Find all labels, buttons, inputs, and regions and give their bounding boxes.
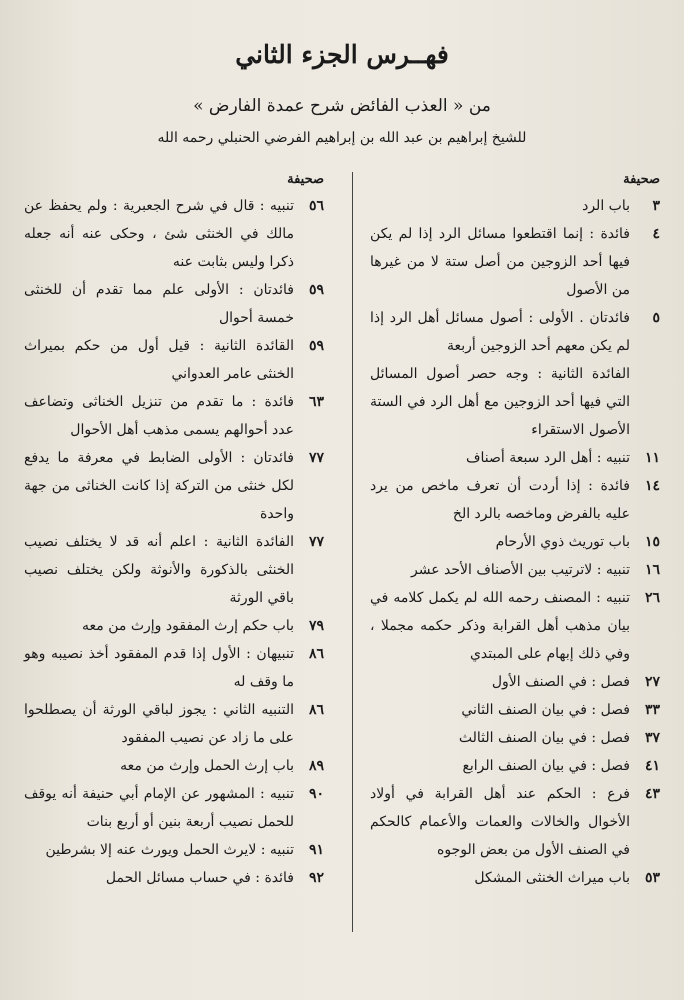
- entry-page-number: ٢٧: [644, 674, 660, 690]
- entry-text: فائدتان : الأولى علم مما تقدم أن للخنثى خمسة أحوال: [24, 282, 294, 326]
- toc-entry: [370, 864, 660, 892]
- entry-page-number: ٢٦: [644, 590, 660, 606]
- entry-page-number: ١٥: [644, 534, 660, 550]
- entry-text: تنبيه : أهل الرد سبعة أصناف: [465, 450, 630, 466]
- toc-entry: [24, 780, 324, 836]
- toc-entry: [370, 556, 660, 584]
- entry-text: فائدة : في حساب مسائل الحمل: [105, 870, 294, 886]
- entry-text: تنبيه : قال في شرح الجعبرية : ولم يحفظ عن مالك في الخنثى شئ ، وحكى عنه أنه جعله ذكرا وليس بثابت عنه: [24, 198, 294, 270]
- toc-entry: [24, 752, 324, 780]
- toc-entry: [370, 220, 660, 304]
- toc-entry: [370, 304, 660, 360]
- entry-text: تنبيهان : الأول إذا قدم المفقود أخذ نصيبه وهو ما وقف له: [24, 646, 294, 690]
- toc-entry: [370, 584, 660, 668]
- entry-text: الفائدة الثانية : وجه حصر أصول المسائل التي فيها أحد الزوجين مع أهل الرد في الستة الأصول الاستقراء: [370, 366, 630, 438]
- toc-entry: [370, 668, 660, 696]
- entry-page-number: ٣: [652, 198, 660, 214]
- toc-entry: [24, 528, 324, 612]
- entry-text: تنبيه : المصنف رحمه الله لم يكمل كلامه في بيان مذهب أهل القرابة وذكر حكمه مجملا ، وفي ذلك إبهام على المبتدي: [370, 590, 630, 662]
- entry-text: فرع : الحكم عند أهل القرابة في أولاد الأخوال والخالات والعمات والأعمام كالحكم في الصنف الأول من بعض الوجوه: [370, 786, 630, 858]
- toc-entry: [24, 836, 324, 864]
- toc-entry: [24, 276, 324, 332]
- entry-text: فصل : في بيان الصنف الثاني: [461, 702, 630, 718]
- toc-entry: [370, 528, 660, 556]
- right-entries: [370, 192, 660, 892]
- column-divider: [352, 172, 353, 932]
- entry-text: التنبيه الثاني : يجوز لباقي الورثة أن يصطلحوا على ما زاد عن نصيب المفقود: [24, 702, 294, 746]
- entry-text: القائدة الثانية : قيل أول من حكم بميراث الخنثى عامر العدواني: [24, 338, 294, 382]
- entry-page-number: ٤١: [644, 758, 660, 774]
- toc-entry: [370, 752, 660, 780]
- entry-page-number: ٨٦: [308, 702, 324, 718]
- entry-text: فائدة : إذا أردت أن تعرف ماخص من يرد عليه بالفرض وماخصه بالرد الخ: [370, 478, 630, 522]
- page-title: فهــرس الجزء الثاني: [235, 40, 449, 69]
- toc-entry: [370, 360, 660, 444]
- left-entries: [24, 192, 324, 892]
- entry-text: باب الرد: [582, 198, 630, 214]
- entry-page-number: ٩٠: [308, 786, 324, 802]
- entry-page-number: ٣٧: [644, 730, 660, 746]
- entry-text: باب حكم إرث المفقود وإرث من معه: [82, 618, 294, 634]
- entry-text: باب توريث ذوي الأرحام: [495, 534, 630, 550]
- entry-text: تنبيه : لايرث الحمل ويورث عنه إلا بشرطين: [45, 842, 294, 858]
- entry-page-number: ٩١: [308, 842, 324, 858]
- toc-entry: [370, 724, 660, 752]
- entry-text: فصل : في بيان الصنف الرابع: [462, 758, 630, 774]
- left-column: [24, 168, 324, 892]
- entry-page-number: ٥٣: [644, 870, 660, 886]
- entry-page-number: ٥٦: [308, 198, 324, 214]
- entry-page-number: ٧٧: [308, 450, 324, 466]
- entry-page-number: ٥٩: [308, 282, 324, 298]
- entry-text: فصل : في بيان الصنف الثالث: [458, 730, 630, 746]
- entry-page-number: ٧٩: [308, 618, 324, 634]
- entry-text: فصل : في الصنف الأول: [491, 674, 630, 690]
- entry-text: تنبيه : المشهور عن الإمام أبي حنيفة أنه يوقف للحمل نصيب أربعة بنين أو أربع بنات: [24, 786, 294, 830]
- entry-page-number: ٥: [652, 310, 660, 326]
- entry-page-number: ٧٧: [308, 534, 324, 550]
- entry-text: باب ميراث الخنثى المشكل: [474, 870, 630, 886]
- entry-text: فائدة : ما تقدم من تنزيل الخناثى وتضاعف عدد أحوالهم يسمى مذهب أهل الأحوال: [24, 394, 294, 438]
- toc-entry: [24, 192, 324, 276]
- toc-entry: [24, 388, 324, 444]
- toc-entry: [370, 444, 660, 472]
- entry-page-number: ٥٩: [308, 338, 324, 354]
- toc-entry: [24, 444, 324, 528]
- toc-entry: [24, 696, 324, 752]
- toc-entry: [370, 192, 660, 220]
- entry-page-number: ٨٩: [308, 758, 324, 774]
- entry-page-number: ٦٣: [308, 394, 324, 410]
- right-column: [370, 168, 660, 892]
- toc-entry: [370, 472, 660, 528]
- entry-page-number: ٤: [652, 226, 660, 242]
- entry-text: تنبيه : لاترتيب بين الأصناف الأحد عشر: [411, 562, 630, 578]
- toc-entry: [24, 864, 324, 892]
- entry-page-number: ٤٣: [644, 786, 660, 802]
- entry-page-number: ١٤: [644, 478, 660, 494]
- toc-entry: [370, 696, 660, 724]
- toc-entry: [24, 640, 324, 696]
- entry-text: الفائدة الثانية : اعلم أنه قد لا يختلف نصيب الخنثى بالذكورة والأنوثة ولكن يختلف نصيب باقي الورثة: [24, 534, 294, 606]
- entry-page-number: ٣٣: [644, 702, 660, 718]
- toc-entry: [24, 612, 324, 640]
- entry-page-number: ٨٦: [308, 646, 324, 662]
- entry-text: فائدتان : الأولى الضابط في معرفة ما يدفع لكل خنثى من التركة إذا كانت الخناثى من جهة واحدة: [24, 450, 294, 522]
- page-column-heading: صحيفة: [623, 172, 660, 187]
- entry-page-number: ١٦: [644, 562, 660, 578]
- toc-entry: [24, 332, 324, 388]
- author-line: للشيخ إبراهيم بن عبد الله بن إبراهيم الفرضي الحنبلي رحمه الله: [157, 130, 527, 146]
- book-subtitle: من « العذب الفائض شرح عمدة الفارض »: [193, 96, 491, 116]
- entry-text: فائدة : إنما اقتطعوا مسائل الرد إذا لم يكن فيها أحد الزوجين من أصل ستة لا من غيرها من الأصول: [370, 226, 630, 298]
- entry-text: باب إرث الحمل وإرث من معه: [120, 758, 294, 774]
- page-column-heading: صحيفة: [287, 172, 324, 187]
- entry-page-number: ١١: [644, 450, 660, 466]
- toc-entry: [370, 780, 660, 864]
- entry-text: فائدتان . الأولى : أصول مسائل أهل الرد إذا لم يكن معهم أحد الزوجين أربعة: [370, 310, 630, 354]
- entry-page-number: ٩٢: [308, 870, 324, 886]
